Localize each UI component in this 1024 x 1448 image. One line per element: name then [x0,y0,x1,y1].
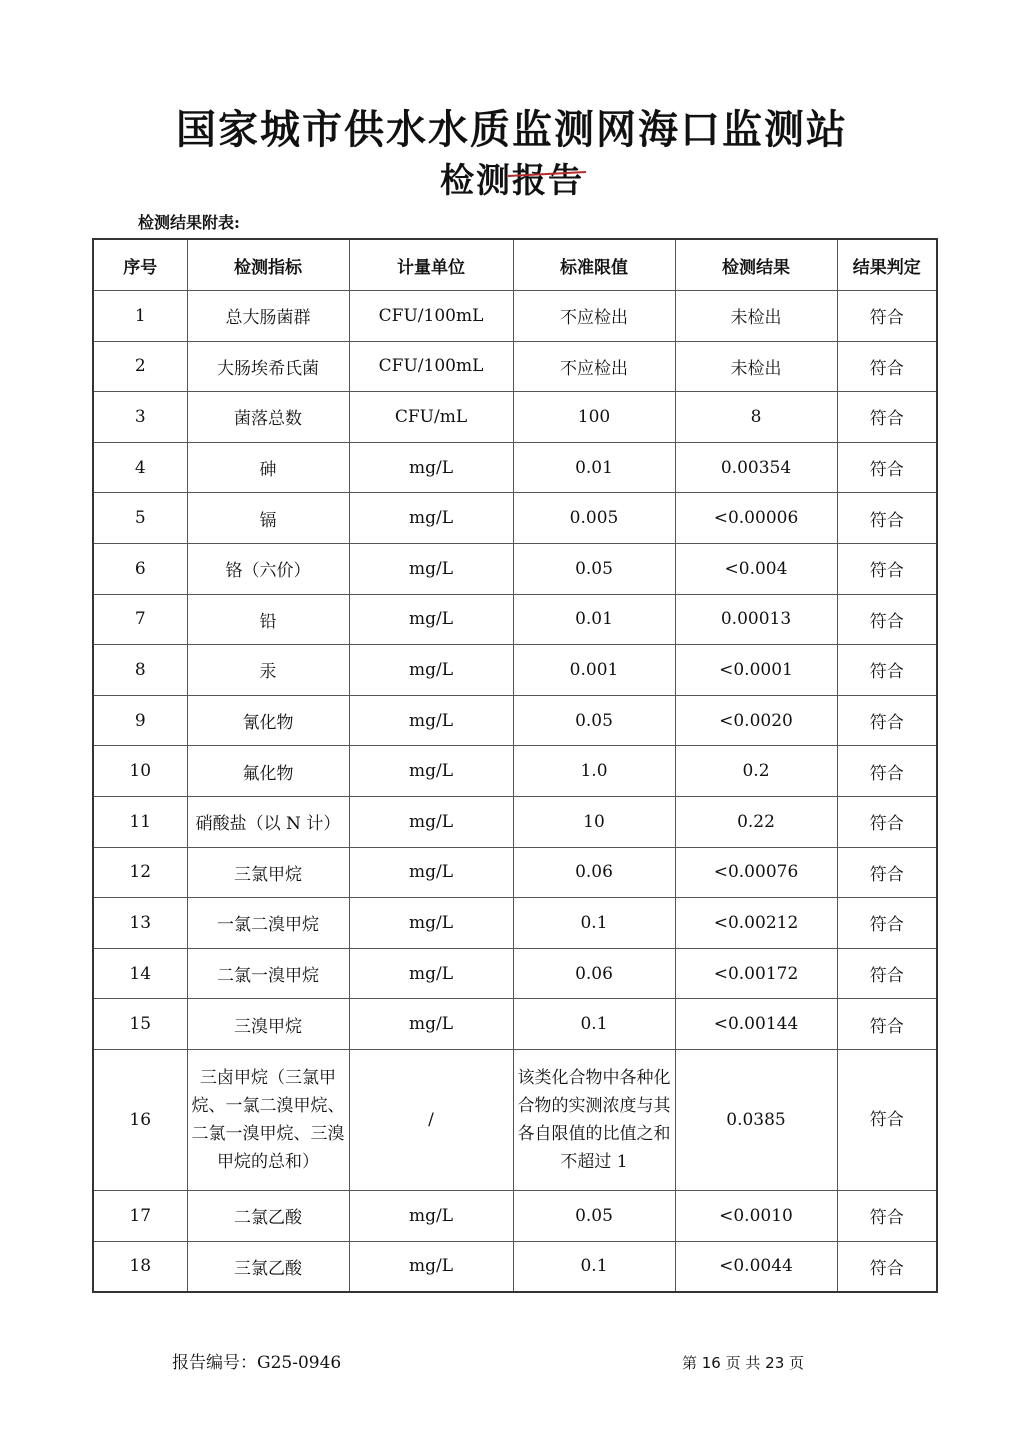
cell-judge: 符合 [837,796,937,847]
cell-limit: 0.1 [513,999,675,1050]
table-header-row [93,239,937,291]
cell-judge: 符合 [837,493,937,544]
col-header-limit: 标准限值 [513,239,675,291]
cell-unit: mg/L [349,1190,513,1241]
table-row [93,645,937,696]
cell-unit: mg/L [349,695,513,746]
results-table-body [93,291,937,1293]
cell-result: 0.00013 [675,594,837,645]
cell-limit: 0.05 [513,1190,675,1241]
cell-item: 氟化物 [187,746,349,797]
cell-unit: mg/L [349,948,513,999]
cell-result: 0.2 [675,746,837,797]
table-row [93,291,937,342]
cell-item: 铬（六价） [187,543,349,594]
report-subtitle-text: 检测报告 [440,153,584,202]
cell-judge: 符合 [837,746,937,797]
cell-item: 三卤甲烷（三氯甲烷、一氯二溴甲烷、二氯一溴甲烷、三溴甲烷的总和） [187,1049,349,1190]
table-row [93,948,937,999]
cell-result: 未检出 [675,341,837,392]
results-table [92,238,938,1293]
cell-limit: 1.0 [513,746,675,797]
cell-unit: mg/L [349,999,513,1050]
cell-result: 0.00354 [675,442,837,493]
cell-judge: 符合 [837,392,937,443]
cell-seq: 15 [93,999,187,1050]
cell-limit: 0.06 [513,948,675,999]
table-row [93,543,937,594]
cell-judge: 符合 [837,695,937,746]
cell-seq: 8 [93,645,187,696]
cell-seq: 10 [93,746,187,797]
cell-item: 三氯甲烷 [187,847,349,898]
cell-limit: 0.01 [513,594,675,645]
cell-limit: 0.01 [513,442,675,493]
report-number: 报告编号：G25-0946 [172,1353,342,1373]
cell-judge: 符合 [837,898,937,949]
cell-result: 未检出 [675,291,837,342]
table-row [93,1190,937,1241]
col-header-unit: 计量单位 [349,239,513,291]
cell-limit: 0.1 [513,1241,675,1292]
cell-result: <0.00006 [675,493,837,544]
appendix-label: 检测结果附表: [138,213,240,232]
table-row [93,442,937,493]
cell-result: 0.0385 [675,1049,837,1190]
cell-seq: 9 [93,695,187,746]
cell-item: 铅 [187,594,349,645]
cell-seq: 1 [93,291,187,342]
table-row [93,746,937,797]
table-row [93,796,937,847]
cell-judge: 符合 [837,543,937,594]
table-row [93,594,937,645]
cell-result: <0.0001 [675,645,837,696]
cell-judge: 符合 [837,341,937,392]
cell-item: 二氯一溴甲烷 [187,948,349,999]
cell-seq: 16 [93,1049,187,1190]
col-header-result: 检测结果 [675,239,837,291]
cell-item: 三氯乙酸 [187,1241,349,1292]
cell-unit: mg/L [349,796,513,847]
report-subtitle [0,153,1024,202]
cell-unit: mg/L [349,594,513,645]
cell-limit: 0.005 [513,493,675,544]
cell-unit: mg/L [349,746,513,797]
cell-judge: 符合 [837,645,937,696]
cell-seq: 2 [93,341,187,392]
cell-unit: mg/L [349,442,513,493]
cell-limit: 0.001 [513,645,675,696]
cell-item: 大肠埃希氏菌 [187,341,349,392]
cell-unit: mg/L [349,847,513,898]
cell-result: <0.0044 [675,1241,837,1292]
cell-unit: mg/L [349,543,513,594]
cell-item: 镉 [187,493,349,544]
cell-seq: 13 [93,898,187,949]
cell-item: 总大肠菌群 [187,291,349,342]
cell-item: 氰化物 [187,695,349,746]
table-row [93,999,937,1050]
cell-judge: 符合 [837,999,937,1050]
cell-item: 汞 [187,645,349,696]
cell-seq: 4 [93,442,187,493]
cell-seq: 18 [93,1241,187,1292]
cell-limit: 0.05 [513,543,675,594]
col-header-item: 检测指标 [187,239,349,291]
report-title: 国家城市供水水质监测网海口监测站 [176,107,848,153]
cell-result: <0.00212 [675,898,837,949]
cell-item: 硝酸盐（以 N 计） [187,796,349,847]
cell-seq: 5 [93,493,187,544]
cell-result: <0.004 [675,543,837,594]
cell-result: <0.0010 [675,1190,837,1241]
cell-seq: 3 [93,392,187,443]
table-row [93,493,937,544]
cell-item: 二氯乙酸 [187,1190,349,1241]
table-row [93,1049,937,1190]
cell-limit: 该类化合物中各种化合物的实测浓度与其各自限值的比值之和不超过 1 [513,1049,675,1190]
table-row [93,695,937,746]
cell-result: 0.22 [675,796,837,847]
col-header-judge: 结果判定 [837,239,937,291]
cell-result: <0.00172 [675,948,837,999]
col-header-seq: 序号 [93,239,187,291]
cell-result: <0.00076 [675,847,837,898]
cell-seq: 12 [93,847,187,898]
table-row [93,392,937,443]
page-number: 第 16 页 共 23 页 [682,1354,805,1372]
table-row [93,1241,937,1292]
table-row [93,847,937,898]
cell-judge: 符合 [837,1049,937,1190]
cell-limit: 0.1 [513,898,675,949]
cell-judge: 符合 [837,948,937,999]
cell-limit: 不应检出 [513,291,675,342]
cell-unit: / [349,1049,513,1190]
cell-judge: 符合 [837,1241,937,1292]
cell-unit: CFU/100mL [349,291,513,342]
cell-seq: 7 [93,594,187,645]
cell-unit: mg/L [349,645,513,696]
cell-item: 砷 [187,442,349,493]
cell-seq: 14 [93,948,187,999]
table-row [93,898,937,949]
cell-item: 一氯二溴甲烷 [187,898,349,949]
table-row [93,341,937,392]
cell-judge: 符合 [837,1190,937,1241]
cell-unit: mg/L [349,1241,513,1292]
cell-judge: 符合 [837,594,937,645]
cell-item: 菌落总数 [187,392,349,443]
cell-result: <0.00144 [675,999,837,1050]
cell-judge: 符合 [837,442,937,493]
cell-limit: 0.06 [513,847,675,898]
cell-limit: 100 [513,392,675,443]
cell-judge: 符合 [837,291,937,342]
cell-result: 8 [675,392,837,443]
cell-limit: 不应检出 [513,341,675,392]
cell-seq: 17 [93,1190,187,1241]
cell-seq: 11 [93,796,187,847]
cell-unit: mg/L [349,898,513,949]
cell-limit: 10 [513,796,675,847]
cell-result: <0.0020 [675,695,837,746]
cell-item: 三溴甲烷 [187,999,349,1050]
cell-limit: 0.05 [513,695,675,746]
cell-unit: CFU/mL [349,392,513,443]
cell-seq: 6 [93,543,187,594]
cell-unit: mg/L [349,493,513,544]
cell-unit: CFU/100mL [349,341,513,392]
cell-judge: 符合 [837,847,937,898]
